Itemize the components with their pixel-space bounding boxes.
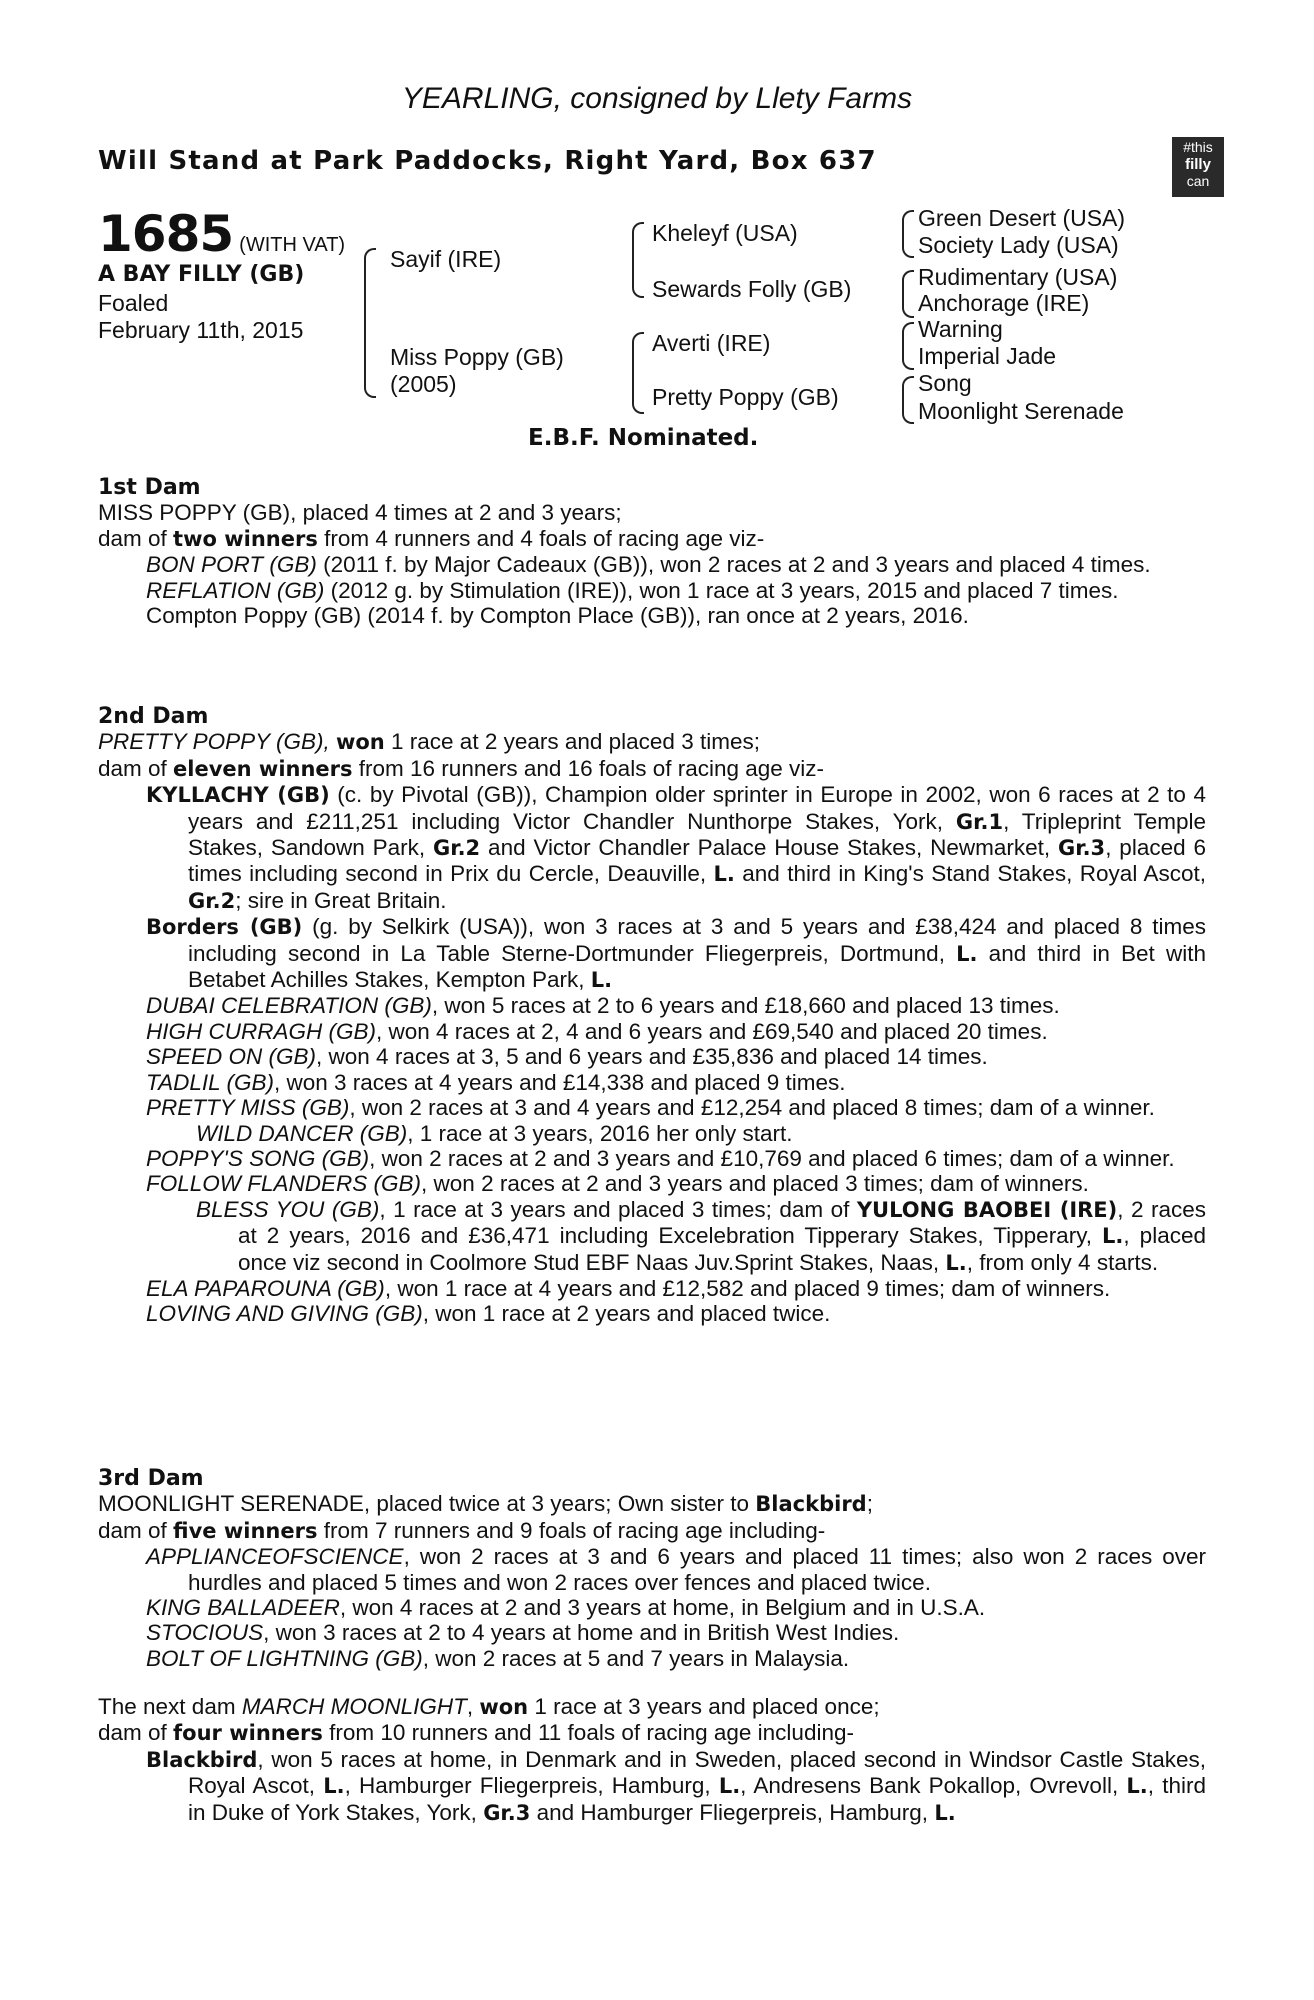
offspring-entry: STOCIOUS, won 3 races at 2 to 4 years at home and in British West Indies.	[146, 1620, 900, 1646]
pedigree-brace-5	[902, 270, 914, 318]
second-dam-heading: 2nd Dam	[98, 704, 209, 729]
lot-heading	[98, 205, 345, 263]
page-title: YEARLING, consigned by Llety Farms	[401, 82, 913, 115]
lot-number: 1685	[98, 205, 234, 263]
pedigree-dam-dam: Pretty Poppy (GB)	[652, 384, 839, 410]
hashtag-badge	[1172, 137, 1224, 197]
first-dam-heading: 1st Dam	[98, 475, 201, 500]
pedigree-sire: Sayif (IRE)	[390, 246, 502, 272]
next-dam-section	[98, 1694, 1206, 1826]
third-dam-heading: 3rd Dam	[98, 1466, 204, 1491]
offspring-entry: APPLIANCEOFSCIENCE, won 2 races at 3 and 6 years and placed 11 times; also won 2 races over hurdles and placed 5 times and won 2 races over fences and placed twice.	[146, 1544, 1206, 1595]
first-dam-produce: dam of two winners from 4 runners and 4 foals of racing age viz-	[98, 525, 765, 551]
offspring-entry: FOLLOW FLANDERS (GB), won 2 races at 2 and 3 years and placed 3 times; dam of winners.	[146, 1171, 1089, 1197]
pedigree-brace-3	[632, 332, 644, 414]
offspring-entry: BOLT OF LIGHTNING (GB), won 2 races at 5 and 7 years in Malaysia.	[146, 1645, 850, 1671]
ebf-nominated: E.B.F. Nominated.	[528, 425, 759, 451]
first-dam-section	[98, 475, 1206, 628]
pedigree-g2: Society Lady (USA)	[918, 232, 1119, 258]
offspring-entry: DUBAI CELEBRATION (GB), won 5 races at 2 to 6 years and £18,660 and placed 13 times.	[146, 993, 1060, 1019]
offspring-entry: ELA PAPAROUNA (GB), won 1 race at 4 years and £12,582 and placed 9 times; dam of winners.	[146, 1275, 1111, 1301]
foaled-label: Foaled	[98, 290, 169, 316]
pedigree-brace-7	[902, 376, 914, 424]
badge-line-1: #this	[1183, 139, 1213, 155]
second-dam-section	[98, 704, 1206, 1327]
pedigree-sire-dam: Sewards Folly (GB)	[652, 276, 852, 302]
second-dam-produce: dam of eleven winners from 16 runners and 16 foals of racing age viz-	[98, 755, 825, 781]
next-dam-produce: dam of four winners from 10 runners and 11 foals of racing age including-	[98, 1720, 854, 1746]
pedigree-g3: Rudimentary (USA)	[918, 264, 1118, 290]
third-dam-section	[98, 1466, 1206, 1671]
pedigree-g8: Moonlight Serenade	[918, 398, 1124, 424]
pedigree-brace-2	[632, 222, 644, 298]
pedigree-dam-sire: Averti (IRE)	[652, 330, 771, 356]
pedigree-g7: Song	[918, 370, 972, 396]
foaled-date: February 11th, 2015	[98, 317, 304, 343]
offspring-entry: Borders (GB) (g. by Selkirk (USA)), won 3 races at 3 and 5 years and £38,424 and placed 8 times including second in La Table Sterne-Dortmunder Fliegerpreis, Dortmund, L. and third in Bet with Betabet Achilles Stakes, Kempton Park, L.	[146, 914, 1206, 993]
offspring-entry: SPEED ON (GB), won 4 races at 3, 5 and 6 years and £35,836 and placed 14 times.	[146, 1044, 988, 1070]
pedigree-g6: Imperial Jade	[918, 343, 1057, 369]
pedigree-g4: Anchorage (IRE)	[918, 290, 1090, 316]
offspring-entry: TADLIL (GB), won 3 races at 4 years and £14,338 and placed 9 times.	[146, 1069, 846, 1095]
grand-offspring-entry: WILD DANCER (GB), 1 race at 3 years, 2016 her only start.	[196, 1120, 793, 1146]
badge-line-2: filly	[1185, 156, 1211, 173]
offspring-entry: POPPY'S SONG (GB), won 2 races at 2 and 3 years and £10,769 and placed 6 times; dam of a winner.	[146, 1145, 1175, 1171]
pedigree-g5: Warning	[918, 316, 1003, 342]
offspring-entry: KING BALLADEER, won 4 races at 2 and 3 years at home, in Belgium and in U.S.A.	[146, 1595, 986, 1621]
offspring-entry: REFLATION (GB) (2012 g. by Stimulation (IRE)), won 1 race at 3 years, 2015 and placed 7 times.	[146, 577, 1119, 603]
offspring-entry: HIGH CURRAGH (GB), won 4 races at 2, 4 and 6 years and £69,540 and placed 20 times.	[146, 1018, 1048, 1044]
offspring-entry: Compton Poppy (GB) (2014 f. by Compton Place (GB)), ran once at 2 years, 2016.	[146, 603, 969, 629]
next-dam-line: The next dam MARCH MOONLIGHT, won 1 race at 3 years and placed once;	[98, 1694, 880, 1719]
second-dam-line: PRETTY POPPY (GB), won 1 race at 2 years and placed 3 times;	[98, 729, 760, 755]
pedigree-brace-4	[902, 210, 914, 258]
stand-location: Will Stand at Park Paddocks, Right Yard, Box 637	[98, 146, 877, 176]
first-dam-line: MISS POPPY (GB), placed 4 times at 2 and 3 years;	[98, 500, 622, 526]
pedigree-dam-year: (2005)	[390, 371, 457, 397]
lot-vat: (WITH VAT)	[239, 234, 346, 256]
offspring-entry: PRETTY MISS (GB), won 2 races at 3 and 4 years and £12,254 and placed 8 times; dam of a winner.	[146, 1095, 1155, 1121]
pedigree-g1: Green Desert (USA)	[918, 205, 1126, 231]
pedigree-brace-6	[902, 322, 914, 370]
offspring-entry: KYLLACHY (GB) (c. by Pivotal (GB)), Champion older sprinter in Europe in 2002, won 6 races at 2 to 4 years and £211,251 including Victor Chandler Nunthorpe Stakes, York, Gr.1, Tripleprint Temple Stakes, Sandown Park, Gr.2 and Victor Chandler Palace House Stakes, Newmarket, Gr.3, placed 6 times including second in Prix du Cercle, Deauville, L. and third in King's Stand Stakes, Royal Ascot, Gr.2; sire in Great Britain.	[146, 782, 1206, 913]
horse-description: A BAY FILLY (GB)	[98, 262, 305, 287]
pedigree-sire-sire: Kheleyf (USA)	[652, 220, 798, 246]
third-dam-produce: dam of five winners from 7 runners and 9 foals of racing age including-	[98, 1517, 826, 1543]
badge-line-3: can	[1186, 173, 1210, 189]
offspring-entry: BON PORT (GB) (2011 f. by Major Cadeaux (GB)), won 2 races at 2 and 3 years and placed 4 times.	[146, 552, 1151, 578]
offspring-entry: LOVING AND GIVING (GB), won 1 race at 2 years and placed twice.	[146, 1301, 831, 1327]
pedigree-dam: Miss Poppy (GB)	[390, 344, 564, 370]
offspring-entry: Blackbird, won 5 races at home, in Denmark and in Sweden, placed second in Windsor Castle Stakes, Royal Ascot, L., Hamburger Fliegerpreis, Hamburg, L., Andresens Bank Pokallop, Ovrevoll, L., third in Duke of York Stakes, York, Gr.3 and Hamburger Fliegerpreis, Hamburg, L.	[146, 1746, 1206, 1825]
third-dam-line: MOONLIGHT SERENADE, placed twice at 3 years; Own sister to Blackbird;	[98, 1491, 873, 1517]
grand-offspring-entry: BLESS YOU (GB), 1 race at 3 years and placed 3 times; dam of YULONG BAOBEI (IRE), 2 races at 2 years, 2016 and £36,471 including Excelebration Tipperary Stakes, Tipperary, L., placed once viz second in Coolmore Stud EBF Naas Juv.Sprint Stakes, Naas, L., from only 4 starts.	[196, 1196, 1206, 1275]
pedigree-brace-1	[364, 248, 376, 398]
